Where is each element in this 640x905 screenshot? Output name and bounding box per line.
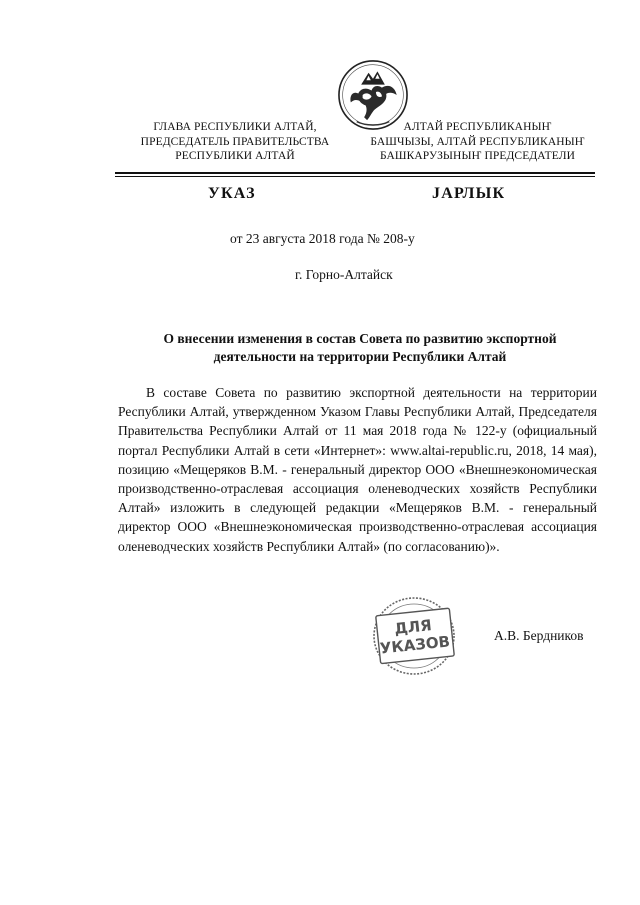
header-left-line: ПРЕДСЕДАТЕЛЬ ПРАВИТЕЛЬСТВА xyxy=(140,135,330,148)
header-right-line: БАШЧЫЗЫ, АЛТАЙ РЕСПУБЛИКАНЫҤ xyxy=(370,135,585,148)
header-divider-thin xyxy=(115,176,595,177)
signer-name: А.В. Бердников xyxy=(494,628,584,643)
stamp-seal-icon xyxy=(368,594,478,678)
stamp-text-line2: УКАЗОВ xyxy=(379,632,451,658)
header-left-line: РЕСПУБЛИКИ АЛТАЙ xyxy=(175,150,295,162)
header-right xyxy=(355,120,600,164)
header-right-line: АЛТАЙ РЕСПУБЛИКАНЫҤ xyxy=(403,121,552,133)
title-line: О внесении изменения в состав Совета по развитию экспортной xyxy=(163,331,557,346)
doc-type-ukaz: УКАЗ xyxy=(208,185,256,202)
header-left-line: ГЛАВА РЕСПУБЛИКИ АЛТАЙ, xyxy=(153,121,317,133)
header-right-line: БАШКАРУЗЫНЫҤ ПРЕДСЕДАТЕЛИ xyxy=(379,150,576,162)
body-paragraph: В составе Совета по развитию экспортной деятельности на территории Республики Алтай, утвержденном Указом Главы Республики Алтай, Председателя Правительства Республики Алтай от 11 мая 2018 года № 122-у (официальный портал Республики Алтай в сети «Интернет»: www.altai-republic.ru, 2018, 14 мая), позицию «Мещеряков В.М. - генеральный директор ООО «Внешнеэкономическая производственно-отраслевая ассоциация оленеводческих хозяйств Республики Алтай» изложить в следующей редакции «Мещеряков В.М. - генеральный директор ООО «Внешнеэкономическая производственно-отраслевая ассоциация оленеводческих хозяйств Республики Алтай» (по согласованию)». xyxy=(118,385,597,554)
document-date: от 23 августа 2018 года № 208-у xyxy=(230,231,415,246)
header-left xyxy=(120,120,350,164)
document-city: г. Горно-Алтайск xyxy=(295,267,393,282)
doc-type-jarlyk: ЈАРЛЫК xyxy=(432,185,506,202)
stamp-text-line1: ДЛЯ xyxy=(393,616,433,638)
title-line: деятельности на территории Республики Алтай xyxy=(213,349,507,364)
header-divider-thick xyxy=(115,172,595,174)
document-title xyxy=(100,330,620,366)
